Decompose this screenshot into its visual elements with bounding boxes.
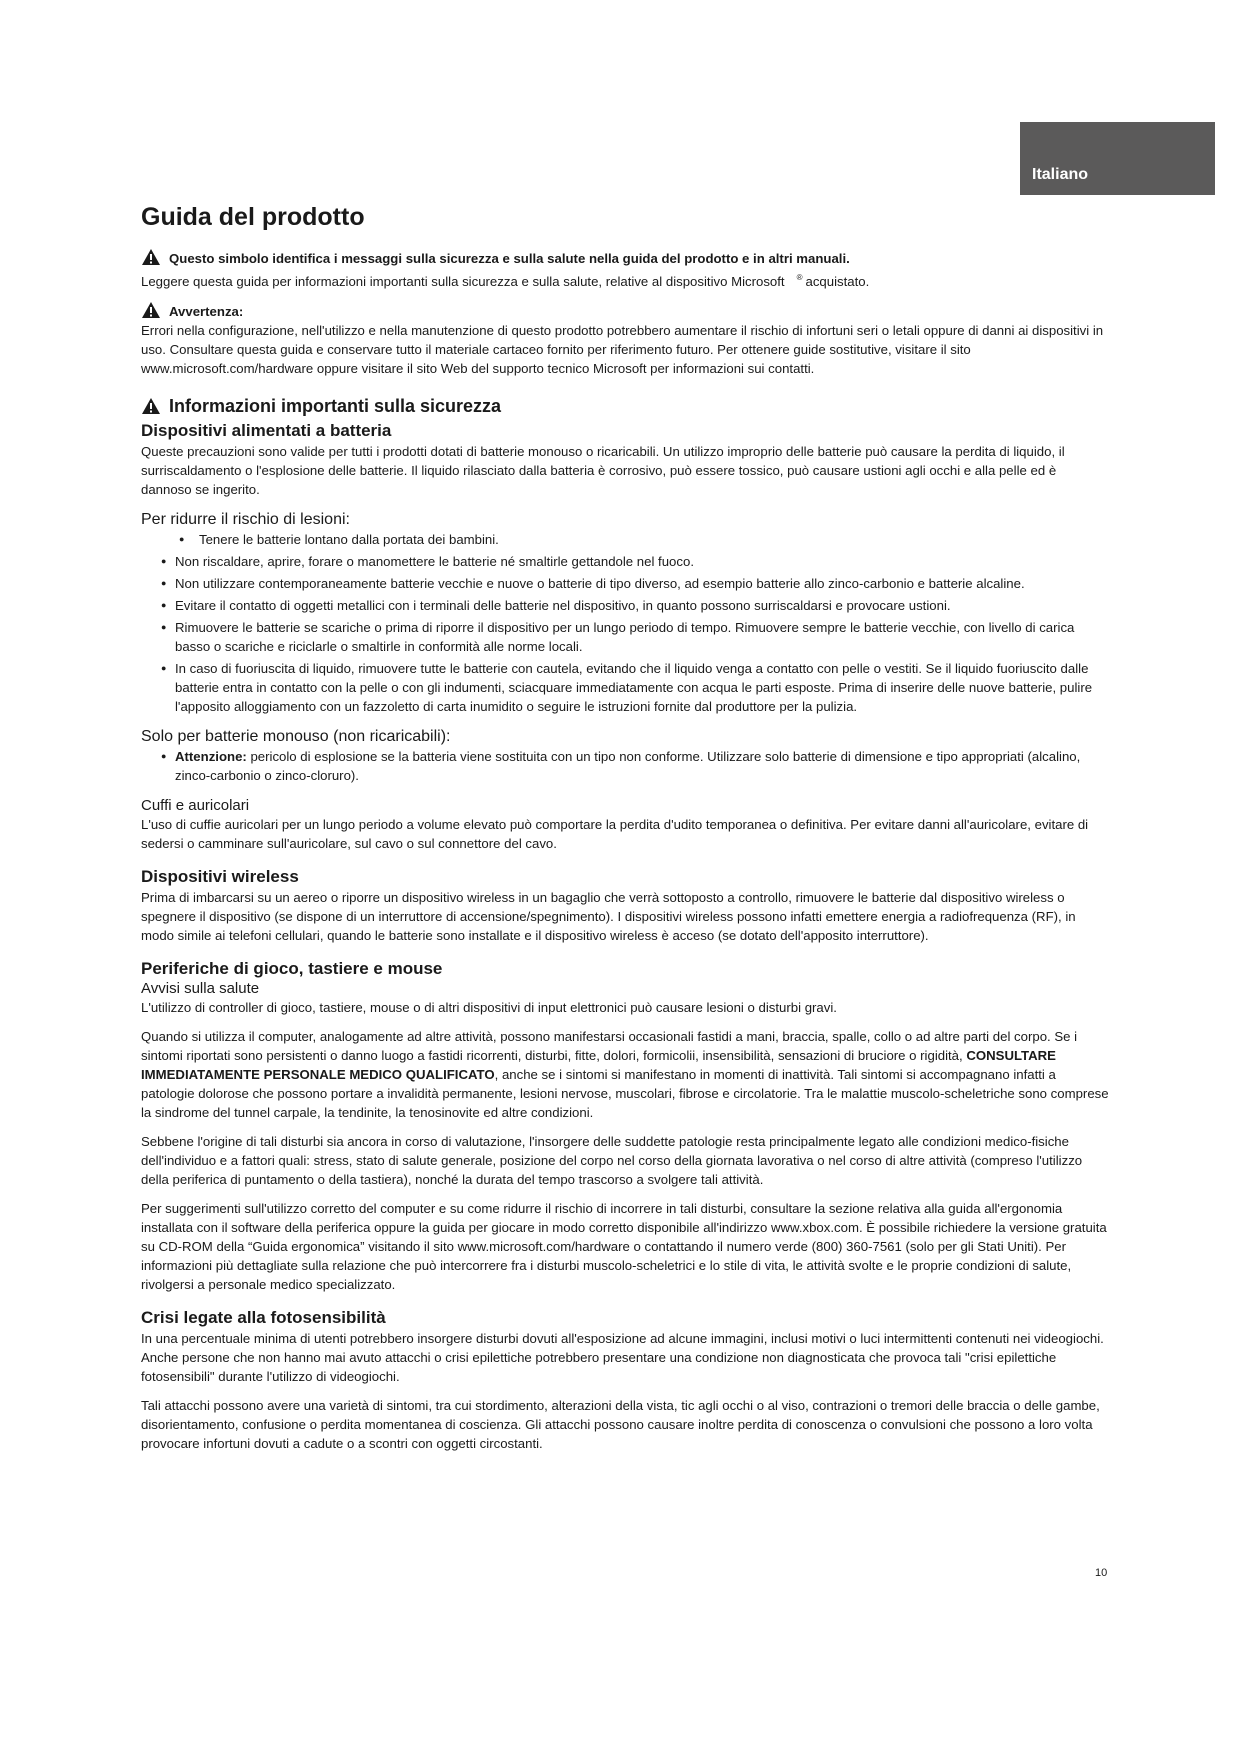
- intro-text: [141, 268, 1109, 291]
- warning-triangle-icon: [141, 397, 161, 415]
- language-tab-label: Italiano: [1032, 166, 1089, 183]
- list-item: ● Non riscaldare, aprire, forare o manomettere le batterie né smaltirle gettandole nel fuoco.: [161, 552, 1109, 571]
- p2-before: Quando si utilizza il computer, analogamente ad altre attività, possono manifestarsi occasionali fastidi a mani, braccia, spalle, collo o ad altre parti del corpo. Se i sintomi riportati sono persistenti o danno luogo a fastidi ricorrenti, disturbi, fitte, dolori, formicolii, insensibilità, sensazioni di bruciore o rigidità,: [141, 1029, 1078, 1063]
- symbol-note-text: Questo simbolo identifica i messaggi sulla sicurezza e sulla salute nella guida del prodotto e in altri manuali.: [169, 251, 850, 266]
- battery-precautions-list: [141, 530, 1109, 716]
- wireless-text: Prima di imbarcarsi su un aereo o riporre un dispositivo wireless in un bagaglio che verrà sottoposto a controllo, rimuovere le batterie dal dispositivo wireless o spegnere il dispositivo (se dispone di un interruttore di accensione/spegnimento). I dispositivi wireless possono infatti emettere energia a radiofrequenza (RF), in modo simile ai telefoni cellulari, quando le batterie sono installate e il dispositivo wireless è acceso (se dotato dell'apposito interruttore).: [141, 890, 1076, 943]
- language-tab: [1020, 122, 1215, 195]
- disposable-list: [141, 747, 1109, 785]
- list-item: [161, 747, 1109, 785]
- symbol-note: [141, 248, 1109, 268]
- warning-triangle-icon: [141, 248, 161, 266]
- p2-bold: CONSULTARE IMMEDIATAMENTE PERSONALE MEDICO QUALIFICATO: [141, 1048, 1056, 1082]
- page-number: 10: [1095, 1567, 1108, 1579]
- health-heading: Avvisi sulla salute: [141, 980, 260, 997]
- seizures-p2: Tali attacchi possono avere una varietà di sintomi, tra cui stordimento, alterazioni della vista, tic agli occhi o al viso, contrazioni o tremori delle braccia o delle gambe, disorientamento, confusione o perdita momentanea di coscienza. Gli attacchi possono causare inoltre perdita di conoscenza o convulsioni che possono a loro volta provocare infortuni dovuti a cadute o a scontri con oggetti circostanti.: [141, 1398, 1100, 1451]
- wireless-heading: Dispositivi wireless: [141, 867, 299, 886]
- seizures-p1: In una percentuale minima di utenti potrebbero insorgere disturbi dovuti all'esposizione ad alcune immagini, inclusi motivi o luci intermittenti contenuti nei videogiochi. Anche persone che non hanno mai avuto attacchi o crisi epilettiche potrebbero presentare una condizione non diagnosticata che provoca tali "crisi epilettiche fotosensibili" durante l'utilizzo di videogiochi.: [141, 1331, 1104, 1384]
- attention-text: pericolo di esplosione se la batteria viene sostituita con un tipo non conforme. Utilizzare solo batterie di dimensione e tipo appropriati (alcalino, zinco-carbonio o zinco-cloruro).: [175, 749, 1081, 783]
- warning-label-text: Avvertenza:: [169, 304, 244, 319]
- peripherals-heading: Periferiche di gioco, tastiere e mouse: [141, 959, 443, 978]
- peripherals-p1: L'utilizzo di controller di gioco, tastiere, mouse o di altri dispositivi di input elettronici può causare lesioni o disturbi gravi.: [141, 1000, 837, 1015]
- battery-heading: Dispositivi alimentati a batteria: [141, 421, 392, 440]
- registered-mark: ®: [796, 273, 803, 282]
- safety-heading-text: Informazioni importanti sulla sicurezza: [169, 396, 502, 416]
- headphones-text: L'uso di cuffie auricolari per un lungo periodo a volume elevato può comportare la perdita d'udito temporanea o definitiva. Per evitare danni all'auricolare, evitare di sedersi o camminare sull'auricolare, sul cavo o sul connettore del cavo.: [141, 817, 1089, 851]
- page-title: Guida del prodotto: [141, 203, 365, 231]
- peripherals-p4: Per suggerimenti sull'utilizzo corretto del computer e su come ridurre il rischio di incorrere in tali disturbi, consultare la sezione relativa alla guida all'ergonomia installata con il software della periferica oppure la guida per giocare in modo corretto disponibile all'indirizzo www.xbox.com. È possibile richiedere la versione gratuita su CD-ROM della “Guida ergonomica” visitando il sito www.microsoft.com/hardware o contattando il numero verde (800) 360-7561 (solo per gli Stati Uniti). Per informazioni più dettagliate sulla relazione che può intercorrere fra i disturbi muscolo-scheletrici e lo stile di vita, le attività svolte e le proprie condizioni di salute, rivolgersi a personale medico specializzato.: [141, 1201, 1107, 1292]
- warning-label: [141, 301, 1109, 321]
- p2-after: , anche se i sintomi si manifestano in momenti di inattività. Tali sintomi si accompagnano infatti a patologie dolorose che possono portare a invalidità permanente, lesioni nervose, muscolari, fibrose e circolatorie. Tra le malattie muscolo-scheletriche sono comprese la sindrome del tunnel carpale, la tendinite, la tenosinovite ed altre condizioni.: [141, 1067, 1109, 1120]
- reduce-risk-heading: Per ridurre il rischio di lesioni:: [141, 511, 350, 528]
- list-item: ● In caso di fuoriuscita di liquido, rimuovere tutte le batterie con cautela, evitando che il liquido venga a contatto con pelle o vestiti. Se il liquido fuoriuscito dalle batterie entra in contatto con la pelle o con gli indumenti, sciacquare immediatamente con acqua le parti esposte. Prima di inserire delle nuove batterie, pulire l'apposito alloggiamento con un fazzoletto di carta inumidito o seguire le istruzioni fornite dal produttore per la pulizia.: [161, 659, 1109, 716]
- list-item: ● Evitare il contatto di oggetti metallici con i terminali delle batterie nel dispositivo, in quanto possono surriscaldarsi e provocare ustioni.: [161, 596, 1109, 615]
- list-item: ● Tenere le batterie lontano dalla portata dei bambini.: [161, 530, 1109, 549]
- product-guide-content: [141, 203, 1109, 1453]
- attention-label: Attenzione:: [175, 749, 247, 764]
- list-item: ● Non utilizzare contemporaneamente batterie vecchie e nuove o batterie di tipo diverso, ad esempio batterie allo zinco-carbonio e batterie alcaline.: [161, 574, 1109, 593]
- intro-after: acquistato.: [805, 274, 870, 289]
- headphones-heading: Cuffi e auricolari: [141, 797, 250, 814]
- disposable-heading: Solo per batterie monouso (non ricaricabili):: [141, 728, 451, 745]
- warning-triangle-icon: [141, 301, 161, 319]
- battery-text: Queste precauzioni sono valide per tutti i prodotti dotati di batterie monouso o ricaricabili. Un utilizzo improprio delle batterie può causare la perdita di liquido, il surriscaldamento o l'esplosione delle batterie. Il liquido rilasciato dalla batteria è corrosivo, può essere tossico, può causare ustioni agli occhi e alla pelle ed è dannoso se ingerito.: [141, 444, 1065, 497]
- seizures-heading: Crisi legate alla fotosensibilità: [141, 1308, 386, 1327]
- warning-text: Errori nella configurazione, nell'utilizzo e nella manutenzione di questo prodotto potrebbero aumentare il rischio di infortuni seri o letali oppure di danni ai dispositivi in uso. Consultare questa guida e conservare tutto il materiale cartaceo fornito per riferimento futuro. Per ottenere guide sostitutive, visitare il sito www.microsoft.com/hardware oppure visitare il sito Web del supporto tecnico Microsoft per informazioni sui contatti.: [141, 323, 1104, 376]
- peripherals-p3: Sebbene l'origine di tali disturbi sia ancora in corso di valutazione, l'insorgere delle suddette patologie resta principalmente legato alle condizioni medico-fisiche dell'individuo e a fattori quali: stress, stato di salute generale, posizione del corpo nel corso della giornata lavorativa o nel corso di altre attività (compreso l'utilizzo della periferica di puntamento o della tastiera), nonché la durata del tempo trascorso a svolgere tali attività.: [141, 1134, 1083, 1187]
- safety-heading: [141, 396, 1109, 417]
- list-item: ● Rimuovere le batterie se scariche o prima di riporre il dispositivo per un lungo periodo di tempo. Rimuovere sempre le batterie vecchie, con livello di carica basso o scariche e riciclarle o smaltirle in conformità alle norme locali.: [161, 618, 1109, 656]
- peripherals-p2: [141, 1027, 1109, 1122]
- intro-before: Leggere questa guida per informazioni importanti sulla sicurezza e sulla salute, relative al dispositivo Microsoft: [141, 274, 785, 289]
